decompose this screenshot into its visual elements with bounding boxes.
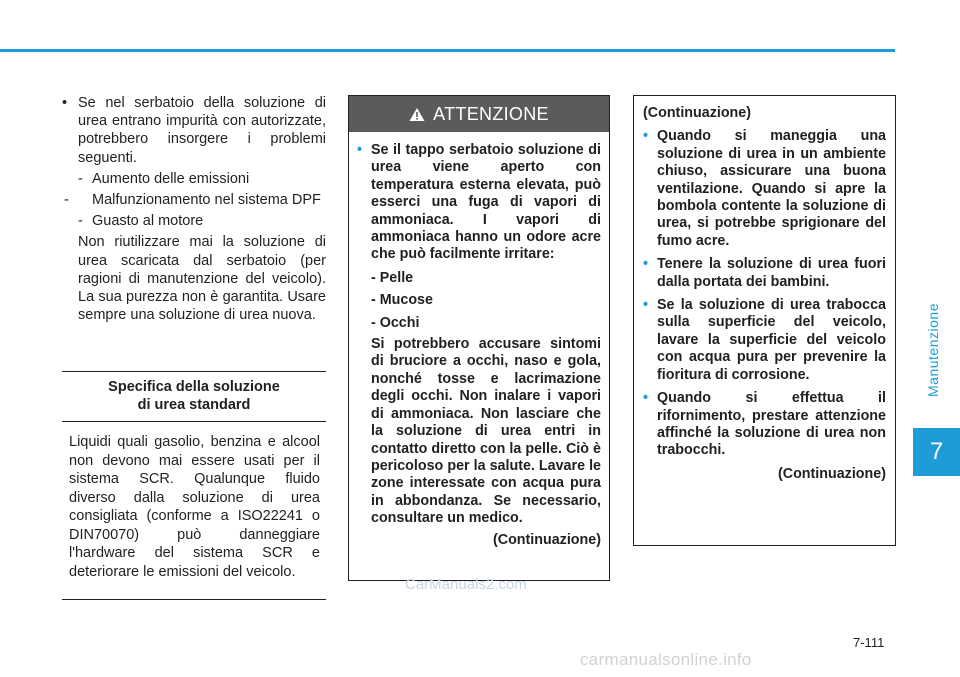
spec-title-line: Specifica della soluzione [108,379,280,395]
spec-mid-rule [62,421,326,422]
irritation-item: - Pelle [371,269,414,286]
footer-watermark: carmanualsonline.info [580,650,752,669]
spec-top-rule [62,371,326,372]
bullet-dot-icon: • [643,256,649,273]
impurity-text: Se nel serbatoio della soluzione di urea entrano impurità con autorizzate, potrebbero insorgere i problemi seguenti. [78,95,326,166]
warning-header [349,96,609,132]
page-number: 7-111 [853,635,885,650]
warning-bullet-text: Se il tappo serbatoio soluzione di urea viene aperto con temperatura esterna elevata, può esserci una fuga di vapori di ammoniaca. I vapori di ammoniaca hanno un odore acre che può facilmente irritare: [371,142,601,263]
bullet-dot-icon: • [643,297,649,314]
spec-title-line: di urea standard [137,397,251,413]
continuation-continued: (Continuazione) [777,465,886,482]
watermark-link[interactable]: CarManuals2.com [405,576,527,593]
bullet-dot-icon: • [62,95,68,111]
impurity-bullet [62,94,326,167]
chapter-tab-label [913,270,953,430]
warning-detail: Si potrebbero accusare sintomi di bruciore a occhi, naso e gola, nonché tosse e lacrimazione degli occhi. Non inalare i vapori di ammoniaca. Non lasciare che la soluzione di urea entri in contatto diretto con la pelle. Ciò è pericoloso per la salute. Lavare le zone interessate con acqua pura in abbondanza. Se necessario, consultare un medico. [371,336,601,527]
bullet-dot-icon: • [643,128,649,145]
warning-triangle-icon [409,107,425,122]
left-column [62,94,326,324]
bullet-dot-icon: • [357,142,363,158]
problem-item: - Guasto al motore [78,213,204,230]
irritation-item: - Mucose [371,292,433,309]
continuation-bullet: • Se la soluzione di urea trabocca sulla superficie del veicolo, lavare la superficie del veicolo con acqua pura per prevenire la fioritura di corrosione. [643,297,886,383]
continuation-bullet: • Quando si maneggia una soluzione di urea in un ambiente chiuso, assicurare una buona ventilazione. Quando si apre la bombola contente la soluzione di urea, si potrebbe sprigionare del fumo acre. [643,128,886,249]
spec-bottom-rule [62,599,326,600]
warning-content [349,132,609,549]
irritation-item: - Occhi [371,314,420,331]
bullet-dot-icon: • [643,390,649,407]
warning-bullet [357,142,601,264]
problem-item: - Aumento delle emissioni [78,170,250,187]
continuation-bullet: • Tenere la soluzione di urea fuori dalla portata dei bambini. [643,256,886,290]
top-rule [0,49,895,52]
warning-title: ATTENZIONE [433,103,549,124]
spec-body: Liquidi quali gasolio, benzina e alcool non devono mai essere usati per il sistema SCR. Qualunque fluido diverso dalla soluzione di urea consigliata (conforme a ISO22241 o DIN70070) può danneggiare l'hardware del sistema SCR e deteriorare le emissioni del veicolo. [69,434,320,580]
continuation-header: (Continuazione) [643,105,752,121]
warning-continued: (Continuazione) [492,531,601,548]
spec-title [62,378,326,414]
chapter-number-box: 7 [913,428,960,476]
chapter-tab-text: Manutenzione [925,303,942,397]
reuse-note: Non riutilizzare mai la soluzione di urea scaricata dal serbatoio (per ragioni di manutenzione del veicolo). La sua purezza non è garantita. Usare sempre una soluzione di urea nuova. [78,234,326,324]
continuation-bullet: • Quando si effettua il rifornimento, prestare attenzione affinché la soluzione di urea non trabocchi. [643,390,886,459]
problem-item: - Malfunzionamento nel sistema DPF [64,192,321,209]
warning-box [348,95,610,581]
continuation-box [633,95,896,546]
